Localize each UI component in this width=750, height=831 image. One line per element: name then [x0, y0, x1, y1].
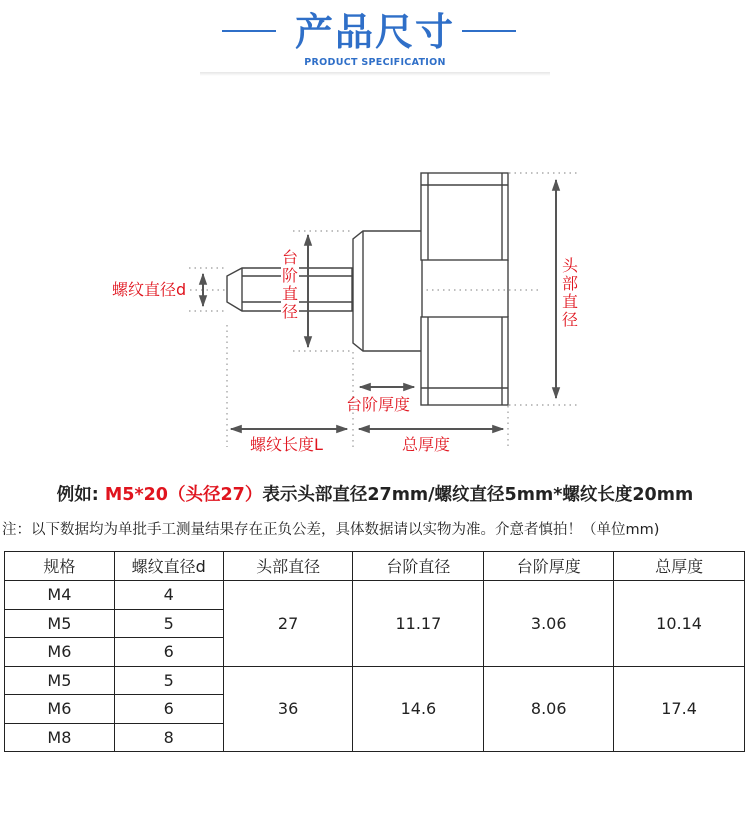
- cell-spec: M6: [5, 695, 115, 724]
- page-subtitle: PRODUCT SPECIFICATION: [304, 57, 446, 68]
- cell-total-thickness: 10.14: [614, 581, 745, 667]
- label-thread-diameter: 螺纹直径d: [112, 280, 187, 299]
- cell-spec: M4: [5, 581, 115, 610]
- example-prefix: 例如:: [56, 485, 105, 505]
- cell-spec: M6: [5, 638, 115, 667]
- cell-thread-diameter: 5: [114, 609, 223, 638]
- example-suffix: 表示头部直径27mm/螺纹直径5mm*螺纹长度20mm: [262, 485, 694, 505]
- table-header-row: [5, 552, 745, 581]
- cell-shoulder-diameter: 11.17: [353, 581, 484, 667]
- cell-thread-diameter: 6: [114, 695, 223, 724]
- col-header-thread-diameter: 螺纹直径d: [114, 552, 223, 581]
- cell-thread-diameter: 5: [114, 666, 223, 695]
- label-shoulder-diameter: 台 阶 直 径: [281, 248, 298, 321]
- cell-thread-diameter: 8: [114, 723, 223, 752]
- measurement-note: 注：以下数据均为单批手工测量结果存在正负公差，具体数据请以实物为准。介意者慎拍！（单位mm): [2, 522, 660, 538]
- col-header-shoulder-thickness: 台阶厚度: [484, 552, 614, 581]
- label-total-thickness: 总厚度: [402, 435, 451, 454]
- col-header-head-diameter: 头部直径: [223, 552, 353, 581]
- cell-spec: M5: [5, 609, 115, 638]
- head-top-block: [421, 173, 508, 260]
- cell-spec: M8: [5, 723, 115, 752]
- table-row: [5, 666, 745, 695]
- label-head-diameter: 头 部 直 径: [561, 256, 578, 329]
- col-header-total-thickness: 总厚度: [614, 552, 745, 581]
- part-outline: [227, 173, 508, 405]
- cell-thread-diameter: 6: [114, 638, 223, 667]
- col-header-shoulder-diameter: 台阶直径: [353, 552, 484, 581]
- table-row: [5, 581, 745, 610]
- cell-head-diameter: 27: [223, 581, 353, 667]
- cell-thread-diameter: 4: [114, 581, 223, 610]
- col-header-spec: 规格: [5, 552, 115, 581]
- example-highlight: M5*20（头径27）: [104, 485, 263, 505]
- spec-table: [4, 551, 745, 752]
- label-thread-length: 螺纹长度L: [250, 435, 323, 454]
- label-shoulder-thickness: 台阶厚度: [346, 395, 411, 414]
- cell-shoulder-thickness: 8.06: [484, 666, 614, 752]
- cell-total-thickness: 17.4: [614, 666, 745, 752]
- head-bottom-block: [421, 317, 508, 405]
- example-text: [0, 481, 750, 506]
- page-title: 产品尺寸: [294, 10, 455, 54]
- cell-shoulder-thickness: 3.06: [484, 581, 614, 667]
- cell-spec: M5: [5, 666, 115, 695]
- cell-head-diameter: 36: [223, 666, 353, 752]
- cell-shoulder-diameter: 14.6: [353, 666, 484, 752]
